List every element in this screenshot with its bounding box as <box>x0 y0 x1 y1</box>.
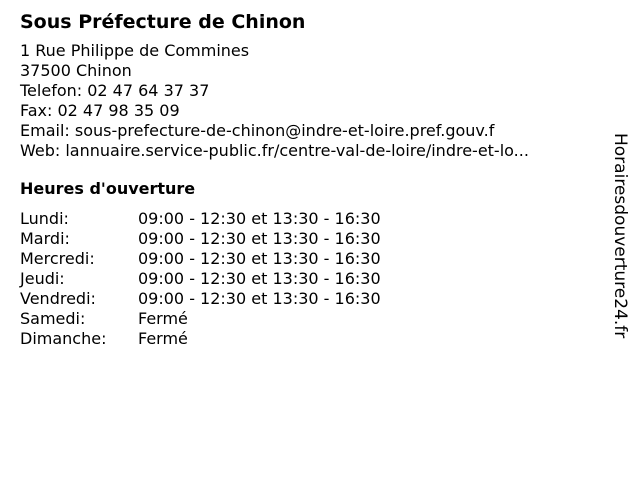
day-label: Dimanche: <box>20 329 107 348</box>
hours-row-thursday <box>20 269 600 289</box>
phone-number: Telefon: 02 47 64 37 37 <box>20 81 210 100</box>
day-label: Vendredi: <box>20 289 96 308</box>
day-label: Mardi: <box>20 229 70 248</box>
day-label: Samedi: <box>20 309 86 328</box>
fax-number: Fax: 02 47 98 35 09 <box>20 101 180 120</box>
day-hours: 09:00 - 12:30 et 13:30 - 16:30 <box>138 269 381 288</box>
day-hours: Fermé <box>138 309 188 328</box>
hours-row-friday <box>20 289 600 309</box>
hours-row-sunday <box>20 329 600 349</box>
hours-row-wednesday <box>20 249 600 269</box>
day-hours: 09:00 - 12:30 et 13:30 - 16:30 <box>138 249 381 268</box>
day-label: Jeudi: <box>20 269 65 288</box>
day-hours: 09:00 - 12:30 et 13:30 - 16:30 <box>138 289 381 308</box>
hours-row-tuesday <box>20 229 600 249</box>
day-label: Lundi: <box>20 209 69 228</box>
hours-row-saturday <box>20 309 600 329</box>
day-hours: 09:00 - 12:30 et 13:30 - 16:30 <box>138 229 381 248</box>
place-title: Sous Préfecture de Chinon <box>20 11 306 33</box>
day-hours: 09:00 - 12:30 et 13:30 - 16:30 <box>138 209 381 228</box>
website-url: Web: lannuaire.service-public.fr/centre-val-de-loire/indre-et-lo... <box>20 141 529 160</box>
site-watermark <box>600 133 640 373</box>
watermark-text: Horairesdouverture24.fr <box>610 133 630 339</box>
place-card <box>20 10 600 349</box>
hours-row-monday <box>20 209 600 229</box>
day-hours: Fermé <box>138 329 188 348</box>
email-address: Email: sous-prefecture-de-chinon@indre-et-loire.pref.gouv.f <box>20 121 495 140</box>
opening-hours-heading: Heures d'ouverture <box>20 179 196 198</box>
address-street: 1 Rue Philippe de Commines <box>20 41 250 60</box>
opening-hours-table <box>20 209 600 349</box>
address-city: 37500 Chinon <box>20 61 132 80</box>
day-label: Mercredi: <box>20 249 95 268</box>
